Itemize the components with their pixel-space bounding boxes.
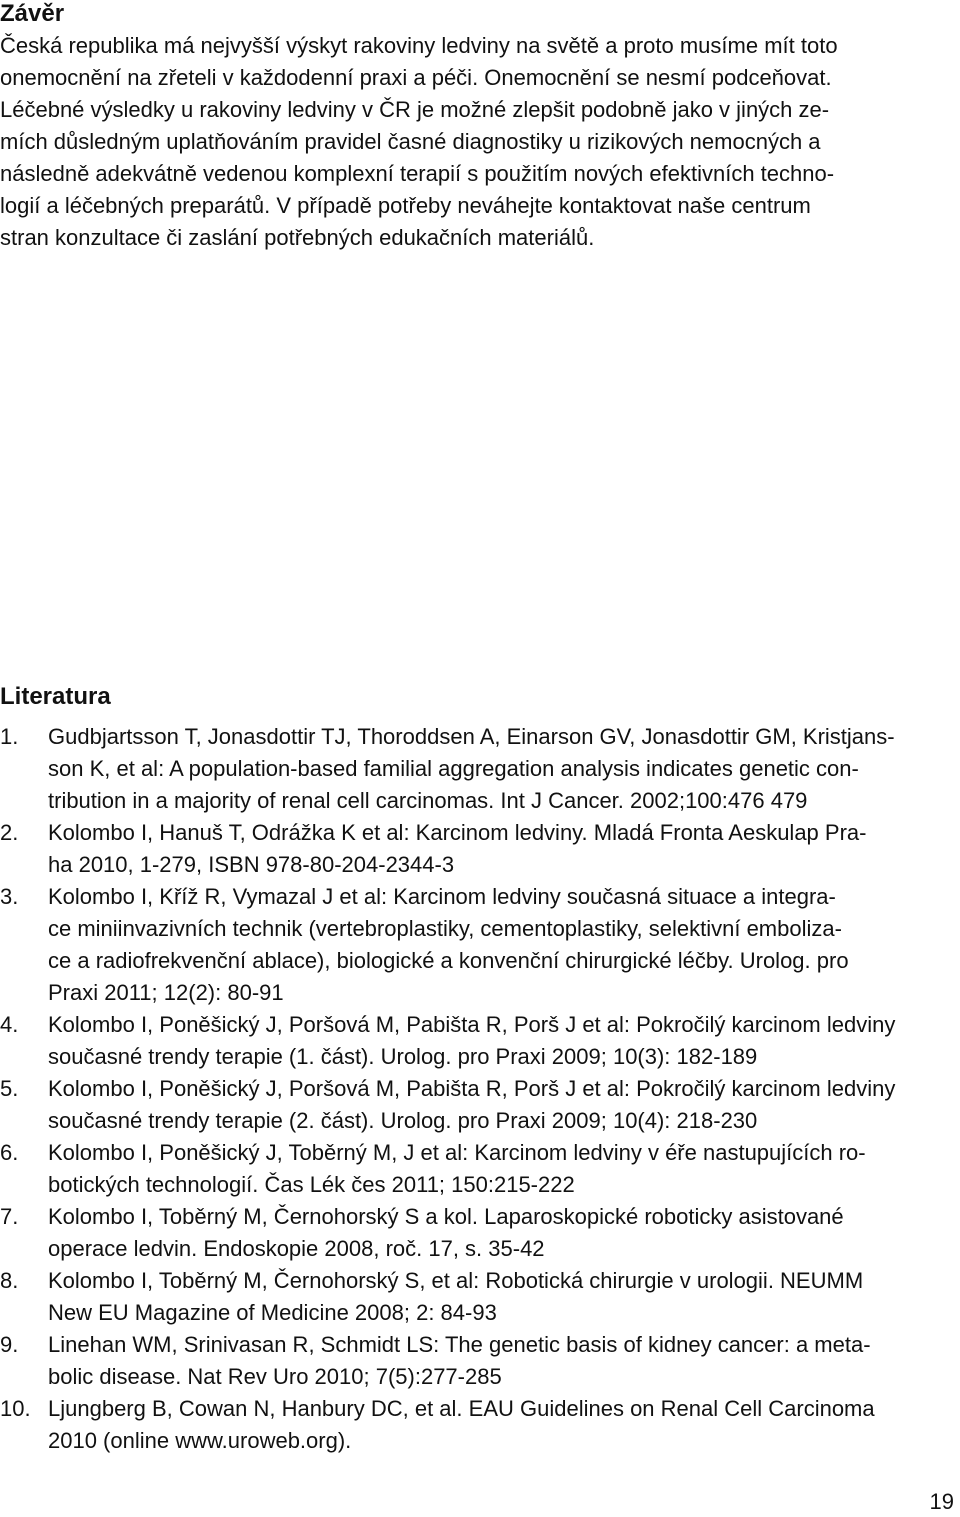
reference-line: Linehan WM, Srinivasan R, Schmidt LS: The genetic basis of kidney cancer: a meta- [48,1332,871,1357]
reference-line: tribution in a majority of renal cell carcinomas. Int J Cancer. 2002;100:476 479 [48,788,808,813]
reference-line: Praxi 2011; 12(2): 80-91 [48,980,284,1005]
page-number: 19 [929,1489,954,1514]
reference-line: Kolombo I, Poněšický J, Poršová M, Pabišta R, Porš J et al: Pokročilý karcinom ledviny [48,1076,896,1101]
conclusion-heading: Závěr [0,0,65,27]
reference-line: ce miniinvazivních technik (vertebroplastiky, cementoplastiky, selektivní emboliza- [48,916,842,941]
reference-line: Kolombo I, Toběrný M, Černohorský S, et al: Robotická chirurgie v urologii. NEUMM [48,1268,864,1293]
reference-line: Kolombo I, Poněšický J, Poršová M, Pabišta R, Porš J et al: Pokročilý karcinom ledviny [48,1012,896,1037]
reference-number: 1. [0,724,19,749]
reference-line: operace ledvin. Endoskopie 2008, roč. 17, s. 35-42 [48,1236,545,1261]
conclusion-line: onemocnění na zřeteli v každodenní praxi a péči. Onemocnění se nesmí podceňovat. [0,65,832,90]
reference-line: Kolombo I, Toběrný M, Černohorský S a kol. Laparoskopické roboticky asistované [48,1204,844,1229]
reference-line: Kolombo I, Hanuš T, Odrážka K et al: Karcinom ledviny. Mladá Fronta Aeskulap Pra- [48,820,867,845]
reference-line: Gudbjartsson T, Jonasdottir TJ, Thoroddsen A, Einarson GV, Jonasdottir GM, Kristjans- [48,724,895,749]
conclusion-line: následně adekvátně vedenou komplexní terapií s použitím nových efektivních techno- [0,161,835,186]
reference-number: 10. [0,1396,31,1421]
reference-line: současné trendy terapie (1. část). Urolog. pro Praxi 2009; 10(3): 182-189 [48,1044,758,1069]
reference-line: son K, et al: A population-based familial aggregation analysis indicates genetic con- [48,756,859,781]
reference-number: 5. [0,1076,19,1101]
reference-line: Ljungberg B, Cowan N, Hanbury DC, et al. EAU Guidelines on Renal Cell Carcinoma [48,1396,875,1421]
reference-line: botických technologií. Čas Lék čes 2011; 150:215-222 [48,1172,575,1197]
reference-line: Kolombo I, Kříž R, Vymazal J et al: Karcinom ledviny současná situace a integra- [48,884,836,909]
conclusion-line: Česká republika má nejvyšší výskyt rakoviny ledviny na světě a proto musíme mít toto [0,33,838,58]
reference-number: 9. [0,1332,19,1357]
reference-number: 7. [0,1204,19,1229]
conclusion-line: mích důsledným uplatňováním pravidel časné diagnostiky u rizikových nemocných a [0,129,821,154]
reference-number: 2. [0,820,19,845]
conclusion-line: stran konzultace či zaslání potřebných edukačních materiálů. [0,225,595,250]
reference-line: současné trendy terapie (2. část). Urolog. pro Praxi 2009; 10(4): 218-230 [48,1108,758,1133]
reference-line: Kolombo I, Poněšický J, Toběrný M, J et al: Karcinom ledviny v éře nastupujících ro- [48,1140,866,1165]
reference-number: 6. [0,1140,19,1165]
conclusion-line: Léčebné výsledky u rakoviny ledviny v ČR je možné zlepšit podobně jako v jiných ze- [0,97,830,122]
reference-number: 3. [0,884,19,909]
reference-number: 8. [0,1268,19,1293]
conclusion-line: logií a léčebných preparátů. V případě potřeby neváhejte kontaktovat naše centrum [0,193,811,218]
reference-line: ce a radiofrekvenční ablace), biologické a konvenční chirurgické léčby. Urolog. pro [48,948,849,973]
reference-line: 2010 (online www.uroweb.org). [48,1428,352,1453]
references-heading: Literatura [0,683,111,710]
reference-line: ha 2010, 1-279, ISBN 978-80-204-2344-3 [48,852,455,877]
reference-line: New EU Magazine of Medicine 2008; 2: 84-93 [48,1300,497,1325]
reference-line: bolic disease. Nat Rev Uro 2010; 7(5):277-285 [48,1364,502,1389]
reference-number: 4. [0,1012,19,1037]
